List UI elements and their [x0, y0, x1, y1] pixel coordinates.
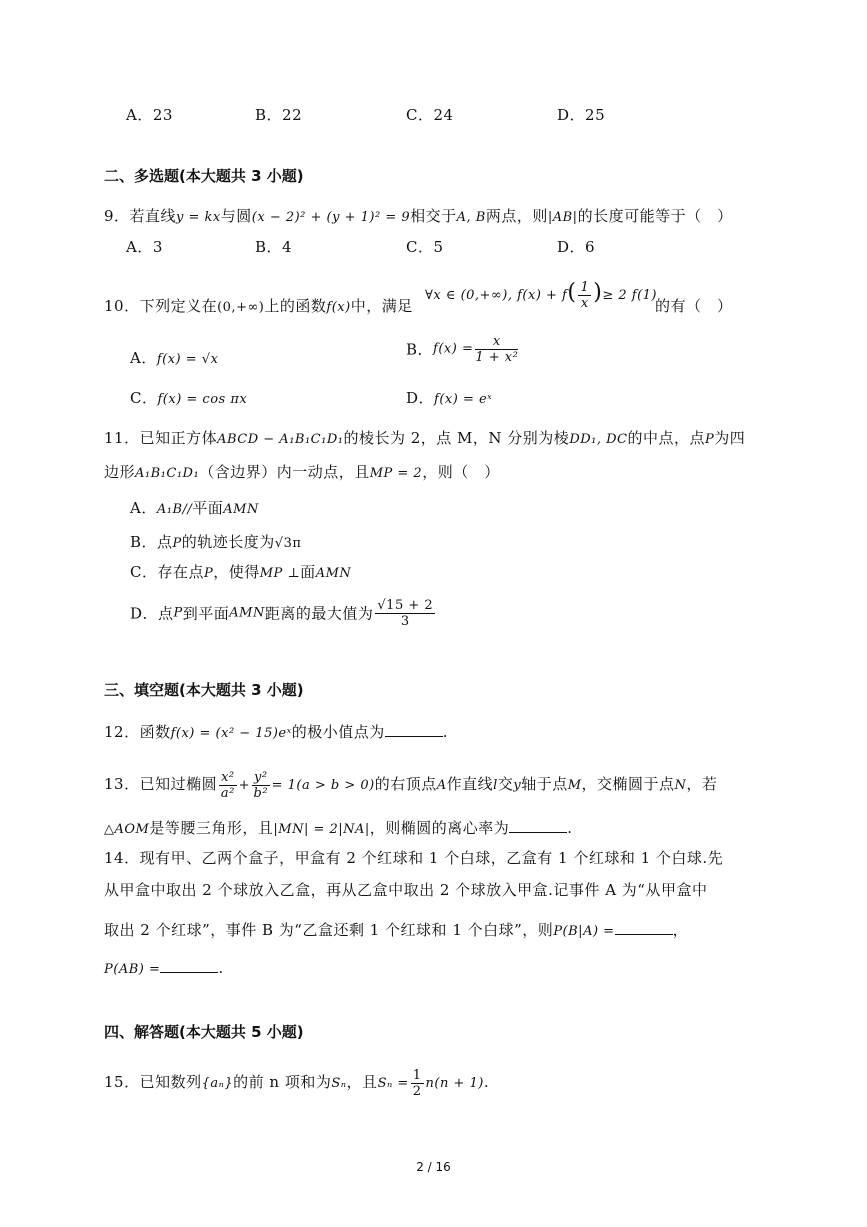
- q11-text-5: 边形: [104, 463, 136, 481]
- q11-opt-d-frac: [375, 598, 435, 629]
- q15-math-pre: Sₙ =: [377, 1076, 409, 1091]
- q13-math-n: N: [674, 778, 687, 793]
- q11-option-a: [130, 498, 259, 520]
- q10-opt-b-frac: [475, 334, 518, 365]
- q10-opt-d-label: D．: [406, 389, 435, 407]
- q15-stem: [104, 1062, 489, 1102]
- q13-text-7: ，若: [686, 775, 718, 793]
- q11-math-mp: MP = 2: [369, 466, 423, 481]
- q10-text-2: 上的函数: [264, 297, 327, 315]
- q13-text-10: .: [567, 819, 573, 837]
- q9-math-circle: (x − 2)² + (y + 1)² = 9: [251, 210, 411, 225]
- q15-text-4: .: [483, 1073, 490, 1091]
- q10-condition: [425, 274, 657, 314]
- q9-text-2: 与圆: [220, 207, 252, 225]
- q14-answer-blank-1: [615, 920, 673, 935]
- q11-opt-c-math-2: MP ⊥: [259, 566, 301, 581]
- q11-opt-d-math-2: AMN: [229, 605, 265, 621]
- q11-opt-b-math: P: [172, 536, 182, 551]
- q9-math-line: y = kx: [176, 210, 221, 225]
- q14-line-1: 14．现有甲、乙两个盒子，甲盒有 2 个红球和 1 个白球，乙盒有 1 个红球和 1 个白球.先: [104, 849, 724, 867]
- q14-comma: ，: [672, 921, 689, 939]
- q14-line-4: [104, 958, 224, 980]
- q15-math-seq: {aₙ}: [201, 1076, 234, 1091]
- q11-line-2: [104, 462, 500, 484]
- section-4-title: 四、解答题(本大题共 5 小题): [104, 1023, 304, 1041]
- q11-opt-d-text-1: D．点: [130, 604, 174, 623]
- q14-end: .: [218, 959, 224, 977]
- q11-text-4: 为四: [714, 429, 746, 447]
- q13-frac-2-num: y²: [254, 769, 268, 785]
- q10-text-3: 中，满足: [350, 297, 413, 315]
- q11-option-c: [130, 562, 351, 584]
- q10-cond-num: 1: [580, 279, 590, 295]
- q13-math-ratio: |MN| = 2|NA|: [273, 822, 370, 837]
- q10-cond-den: x: [580, 295, 589, 311]
- q13-math-y: y: [513, 778, 522, 793]
- q13-text-2: 的右顶点: [374, 775, 437, 793]
- q14-math-pab: P(AB) =: [104, 962, 161, 977]
- q12-text-1: 12．函数: [104, 723, 171, 741]
- q10-option-a: [130, 348, 218, 370]
- q15-text-2: 的前 n 项和为: [233, 1073, 332, 1091]
- q13-math-a: A: [436, 778, 447, 793]
- q10-opt-a-label: A．: [130, 349, 157, 367]
- q13-text-9: ，则椭圆的离心率为: [369, 819, 510, 837]
- q10-option-b: [406, 334, 520, 370]
- q10-cond-post: ≥ 2 f(1): [602, 288, 657, 303]
- q13-tail: = 1(a > b > 0): [271, 778, 375, 793]
- q10-math-fx: f(x): [326, 300, 351, 315]
- q13-line-1: [104, 762, 717, 806]
- q10-cond-lparen: (: [567, 280, 577, 305]
- q9-text-3: 相交于: [410, 207, 457, 225]
- q10-cond-pre: ∀x ∈ (0,+∞), f(x) + f: [425, 288, 568, 303]
- q11-opt-d-text-2: 到平面: [182, 604, 230, 623]
- q10-opt-c-math: f(x) = cos πx: [157, 392, 248, 407]
- section-2-title: 二、多选题(本大题共 3 小题): [104, 167, 304, 185]
- q9-option-d: D．6: [557, 238, 596, 256]
- q8-option-d: D．25: [557, 106, 606, 124]
- q10-opt-b-label: B．: [406, 340, 434, 359]
- q8-option-c: C．24: [406, 106, 454, 124]
- q11-opt-a-label: A．: [130, 499, 157, 517]
- q10-opt-b-num: x: [475, 334, 518, 350]
- q15-math-sn: Sₙ: [331, 1076, 347, 1091]
- q9-math-ab: |AB|: [547, 210, 578, 225]
- q11-opt-c-math-3: AMN: [315, 566, 352, 581]
- q15-text-1: 15．已知数列: [104, 1073, 202, 1091]
- q11-opt-c-math: P: [203, 566, 214, 581]
- q11-opt-d-text-3: 距离的最大值为: [264, 604, 374, 623]
- q12-text-2: 的极小值点为: [291, 723, 385, 741]
- q11-math-cube: ABCD − A₁B₁C₁D₁: [217, 432, 344, 447]
- q11-option-d: [130, 598, 437, 638]
- q10-opt-c-label: C．: [130, 389, 158, 407]
- q13-text-3: 作直线: [446, 775, 494, 793]
- q13-plus: +: [238, 778, 251, 793]
- q9-num: 9．若直线: [104, 207, 177, 225]
- q8-option-b: B．22: [255, 106, 303, 124]
- q11-opt-a-math: A₁B//: [156, 502, 193, 517]
- q12-answer-blank: [385, 722, 443, 737]
- q13-frac-1: [219, 770, 237, 801]
- q10-opt-a-math: f(x) = √x: [156, 352, 219, 367]
- q8-option-a: A．23: [126, 106, 173, 124]
- q11-opt-c-text-2: ，使得: [213, 563, 260, 581]
- q10-text-4: 的有（ ）: [655, 297, 733, 315]
- q11-math-face: A₁B₁C₁D₁: [135, 466, 200, 481]
- q11-opt-b-math-2: √3π: [274, 536, 302, 551]
- q11-line-1: [104, 428, 745, 450]
- q14-line-2: 从甲盒中取出 2 个球放入乙盒，再从乙盒中取出 2 个球放入甲盒.记事件 A 为“从甲盒中: [104, 881, 708, 899]
- q13-math-m: M: [567, 778, 582, 793]
- page-number: 2 / 16: [416, 1160, 451, 1174]
- q11-math-edges: DD₁, DC: [569, 432, 628, 447]
- q11-opt-d-math: P: [173, 605, 183, 621]
- q9-text-4: 两点，则: [485, 207, 548, 225]
- q13-line-2: [104, 818, 573, 840]
- q15-math-post: n(n + 1): [425, 1076, 484, 1091]
- q11-opt-b-text-2: 的轨迹长度为: [181, 533, 275, 551]
- q14-line-3: [104, 920, 688, 942]
- q9-text-5: 的长度可能等于（ ）: [577, 207, 733, 225]
- q11-opt-c-text-3: 面: [300, 563, 316, 581]
- q9-stem: [104, 206, 733, 228]
- q10-opt-b-pre: f(x) =: [433, 341, 474, 357]
- q13-answer-blank: [509, 818, 567, 833]
- q10-opt-b-den: 1 + x²: [475, 350, 519, 365]
- q9-option-c: C．5: [406, 238, 444, 256]
- q11-text-7: ，则（ ）: [422, 463, 500, 481]
- q11-text-3: 的中点，点: [627, 429, 706, 447]
- q13-text-8: 是等腰三角形，且: [149, 819, 274, 837]
- q11-opt-a-text: 平面: [192, 499, 224, 517]
- q15-frac: [411, 1068, 424, 1099]
- q14-answer-blank-2: [160, 958, 218, 973]
- q10-stem: [104, 296, 413, 318]
- q13-frac-2: [252, 770, 270, 801]
- q11-opt-c-text-1: C．存在点: [130, 563, 204, 581]
- q15-frac-num: 1: [412, 1067, 422, 1083]
- q9-option-b: B．4: [255, 238, 293, 256]
- q11-opt-d-den: 3: [400, 614, 410, 629]
- q11-text-6: （含边界）内一动点，且: [199, 463, 370, 481]
- q13-text-4: 交: [497, 775, 514, 793]
- q15-text-3: ，且: [346, 1073, 378, 1091]
- q13-frac-1-num: x²: [221, 769, 235, 785]
- q10-option-d: [406, 388, 492, 410]
- q12-math-fn: f(x) = (x² − 15)eˣ: [170, 726, 292, 741]
- q10-opt-d-math: f(x) = eˣ: [434, 392, 493, 407]
- q11-text-2: 的棱长为 2，点 M，N 分别为棱: [343, 429, 570, 447]
- q15-frac-den: 2: [412, 1083, 422, 1099]
- q9-math-points: A, B: [456, 210, 486, 225]
- q14-math-pba: P(B|A) =: [553, 924, 615, 939]
- q9-option-a: A．3: [126, 238, 163, 256]
- q13-frac-1-den: a²: [220, 785, 235, 801]
- q11-opt-a-math-2: AMN: [223, 502, 259, 517]
- q10-cond-frac: [578, 280, 591, 311]
- q11-option-b: [130, 532, 301, 554]
- section-3-title: 三、填空题(本大题共 3 小题): [104, 681, 304, 699]
- q12-stem: [104, 722, 448, 744]
- q12-text-3: .: [442, 723, 449, 741]
- q13-frac-2-den: b²: [253, 785, 269, 801]
- q13-text-6: ，交椭圆于点: [581, 775, 675, 793]
- q11-math-p: P: [705, 432, 715, 447]
- q13-text-1: 13．已知过椭圆: [104, 775, 218, 793]
- q10-math-domain: (0,+∞): [217, 300, 265, 315]
- q11-opt-d-num: √15 + 2: [377, 598, 434, 613]
- q13-math-triangle: △AOM: [104, 822, 150, 837]
- q11-text-1: 11．已知正方体: [104, 429, 218, 447]
- q13-text-5: 轴于点: [521, 775, 568, 793]
- q11-opt-b-text-1: B．点: [130, 533, 173, 551]
- q14-text-3: 取出 2 个红球”，事件 B 为“乙盒还剩 1 个红球和 1 个白球”，则: [104, 921, 554, 939]
- q10-cond-rparen: ): [593, 280, 603, 305]
- q13-math-l: l: [493, 778, 498, 793]
- q10-num: 10．下列定义在: [104, 297, 218, 315]
- q10-option-c: [130, 388, 247, 410]
